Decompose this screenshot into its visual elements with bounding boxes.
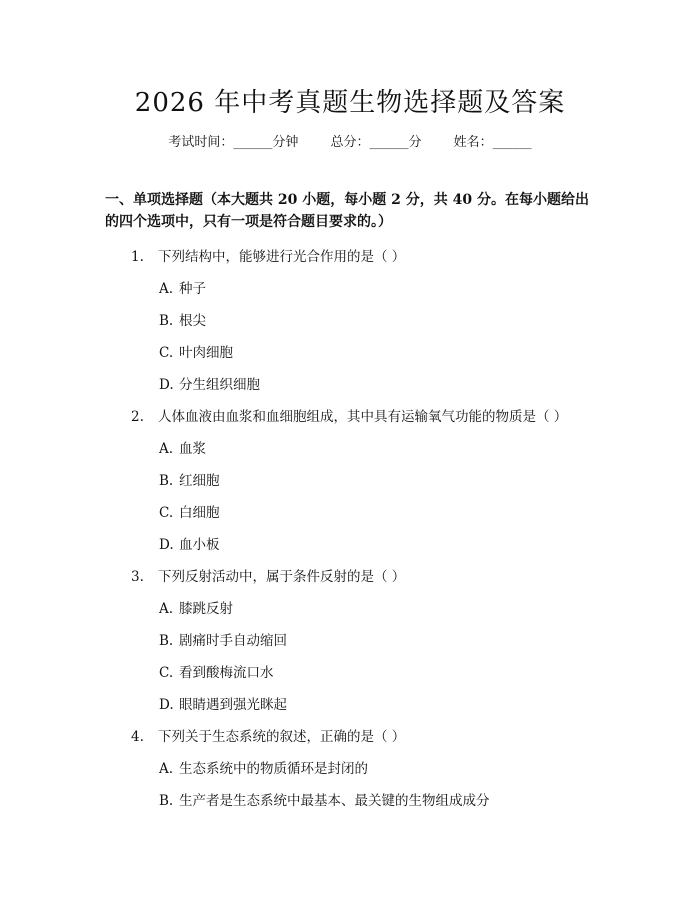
option-1d bbox=[159, 373, 260, 393]
option-letter: D. bbox=[159, 697, 174, 713]
question-number: 3. bbox=[131, 569, 144, 585]
option-text: 血小板 bbox=[179, 537, 220, 553]
option-3d bbox=[159, 693, 287, 713]
option-1c bbox=[159, 341, 233, 361]
option-2a bbox=[159, 437, 206, 457]
option-2c bbox=[159, 501, 220, 521]
option-3c bbox=[159, 661, 274, 681]
option-1a bbox=[159, 277, 206, 297]
option-3a bbox=[159, 597, 233, 617]
option-text: 眼睛遇到强光眯起 bbox=[179, 697, 287, 713]
exam-meta bbox=[0, 131, 700, 150]
option-1b bbox=[159, 309, 206, 329]
option-letter: C. bbox=[159, 665, 174, 681]
option-letter: B. bbox=[159, 473, 174, 489]
question-3 bbox=[131, 565, 405, 585]
option-text: 叶肉细胞 bbox=[179, 345, 233, 361]
question-number: 4. bbox=[131, 729, 144, 745]
option-letter: D. bbox=[159, 537, 174, 553]
option-2d bbox=[159, 533, 220, 553]
question-text: 人体血液由血浆和血细胞组成，其中具有运输氧气功能的物质是（ ） bbox=[158, 409, 568, 425]
option-letter: D. bbox=[159, 377, 174, 393]
total-score-field: 总分：______分 bbox=[330, 135, 422, 150]
option-letter: C. bbox=[159, 345, 174, 361]
question-number: 2. bbox=[131, 409, 144, 425]
option-text: 膝跳反射 bbox=[179, 601, 233, 617]
question-2 bbox=[131, 405, 567, 425]
option-letter: A. bbox=[159, 601, 174, 617]
question-1 bbox=[131, 245, 405, 265]
option-letter: B. bbox=[159, 633, 174, 649]
option-text: 生产者是生态系统中最基本、最关键的生物组成成分 bbox=[179, 793, 490, 809]
option-3b bbox=[159, 629, 287, 649]
option-text: 红细胞 bbox=[179, 473, 220, 489]
question-number: 1. bbox=[131, 249, 144, 265]
option-text: 白细胞 bbox=[179, 505, 220, 521]
option-letter: A. bbox=[159, 761, 174, 777]
question-4 bbox=[131, 725, 405, 745]
option-letter: A. bbox=[159, 441, 174, 457]
option-text: 根尖 bbox=[179, 313, 206, 329]
option-text: 看到酸梅流口水 bbox=[179, 665, 274, 681]
option-letter: B. bbox=[159, 313, 174, 329]
question-text: 下列结构中，能够进行光合作用的是（ ） bbox=[158, 249, 406, 265]
option-text: 生态系统中的物质循环是封闭的 bbox=[179, 761, 368, 777]
option-letter: C. bbox=[159, 505, 174, 521]
option-2b bbox=[159, 469, 220, 489]
option-letter: B. bbox=[159, 793, 174, 809]
page-title: 2026 年中考真题生物选择题及答案 bbox=[134, 88, 566, 118]
option-4b bbox=[159, 789, 490, 809]
option-text: 血浆 bbox=[179, 441, 206, 457]
option-letter: A. bbox=[159, 281, 174, 297]
exam-time-field: 考试时间：______分钟 bbox=[168, 135, 299, 150]
option-text: 分生组织细胞 bbox=[179, 377, 260, 393]
section-heading: 一、单项选择题（本大题共 20 小题，每小题 2 分，共 40 分。在每小题给出的四个选项中，只有一项是符合题目要求的。） bbox=[105, 192, 589, 230]
student-name-field: 姓名：______ bbox=[453, 135, 532, 150]
option-4a bbox=[159, 757, 368, 777]
question-text: 下列关于生态系统的叙述，正确的是（ ） bbox=[158, 729, 406, 745]
question-text: 下列反射活动中，属于条件反射的是（ ） bbox=[158, 569, 406, 585]
option-text: 种子 bbox=[179, 281, 206, 297]
option-text: 剧痛时手自动缩回 bbox=[179, 633, 287, 649]
